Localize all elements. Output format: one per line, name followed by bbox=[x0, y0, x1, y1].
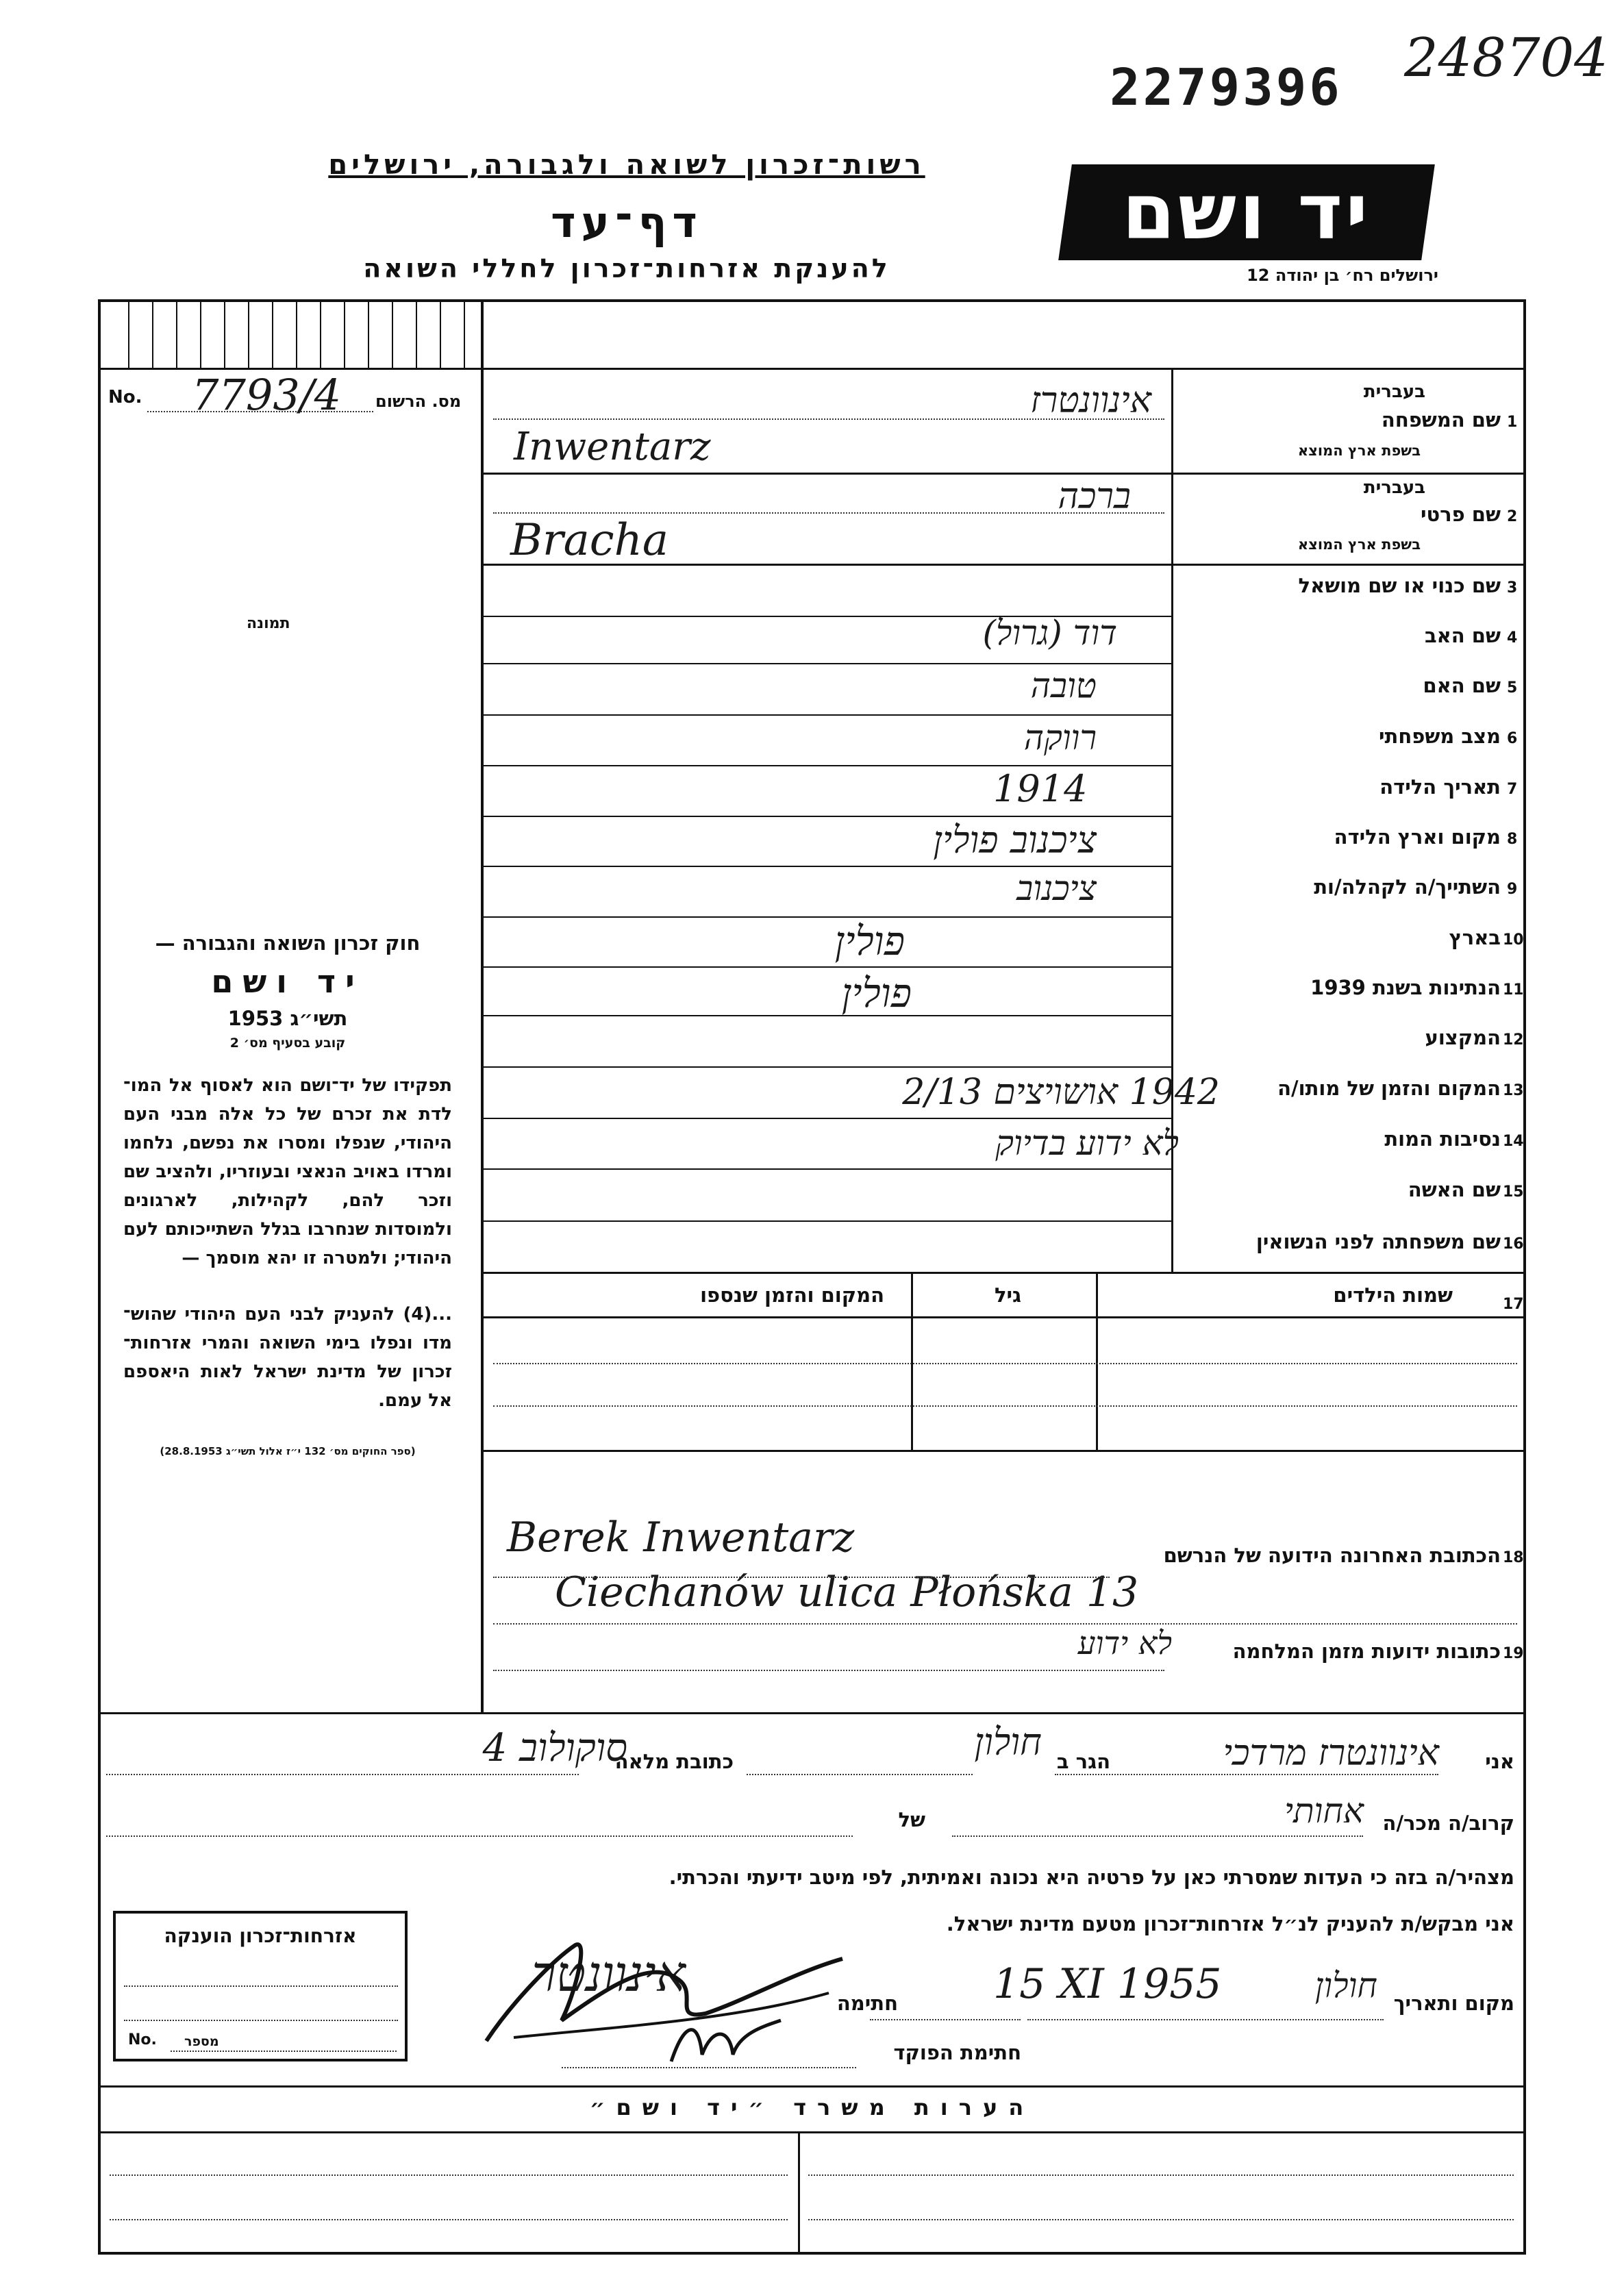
family-name-hebrew: אינוונטרז bbox=[1030, 380, 1151, 421]
field-number-19: 19 bbox=[1503, 1645, 1524, 1662]
field-label-4: שם האב bbox=[1424, 624, 1501, 647]
field-number-15: 15 bbox=[1503, 1183, 1524, 1201]
field-number-16: 16 bbox=[1503, 1236, 1524, 1253]
field-label-12: המקצוע bbox=[1425, 1026, 1501, 1049]
country-value: פולין bbox=[834, 918, 905, 964]
declarant-relation: אחותי bbox=[1284, 1791, 1364, 1831]
community-value: ציכנוב bbox=[1016, 868, 1097, 908]
yad-vashem-logo bbox=[1058, 164, 1435, 260]
law-paragraph-2: ...(4) להעניק לבני העם היהודי שהוש־ מדו ונפלו בימי השואה והמרי אזרחות־ זכרון של מדינת ישראל לאות היאספם אל עמם. bbox=[123, 1304, 452, 1411]
field-number-12: 12 bbox=[1503, 1031, 1524, 1049]
last-address-line-2: Ciechanów ulica Płońska 13 bbox=[555, 1568, 1139, 1616]
logo-address: ירושלים רח׳ בן יהודה 12 bbox=[1247, 266, 1438, 285]
field-number-10: 10 bbox=[1503, 931, 1524, 949]
field-number-3: 3 bbox=[1507, 579, 1518, 597]
citizenship-box-title: אזרחות־זכרון הוענקה bbox=[164, 1925, 357, 1947]
address-label: כתובת מלאה bbox=[614, 1750, 734, 1773]
field-label-3: שם כנוי או שם מושאל bbox=[1298, 574, 1501, 597]
registration-label: מס. הרשום bbox=[375, 392, 462, 411]
field-label-14: נסיבות המות bbox=[1384, 1127, 1501, 1151]
field-label-11: הנתינות בשנת 1939 bbox=[1310, 976, 1501, 999]
origin-lang-label-1: בשפת ארץ המוצא bbox=[1297, 442, 1421, 459]
archive-number-stamped: 2279396 bbox=[1110, 58, 1342, 117]
law-clause: קובע בסעיף מס׳ 2 bbox=[229, 1036, 346, 1051]
field-label-10: בארץ bbox=[1449, 926, 1501, 949]
law-paragraph-1: תפקידו של יד־ושם הוא לאסוף אל המו־ לדת את זכרם של כל אלה מבני העם היהודי, שנפלו ומסרו את נפשם, נלחמו ומרדו באויב הנאצי ובעוזריו, ולהציב שם וזכר להם, לקהילות, לארגונים ולמוסדות שנחרבו בגלל השתייכותם לעם היהודי; ולמטרה זו יהא מוסמך — bbox=[123, 1075, 452, 1268]
wartime-address-label: כתובות ידועות מזמן המלחמה bbox=[1232, 1640, 1501, 1663]
field-label-1: שם המשפחה bbox=[1381, 408, 1501, 431]
death-circumstances-value: לא ידוע בדיוק bbox=[995, 1123, 1179, 1163]
father-name-value: דוד (גרול) bbox=[982, 613, 1117, 653]
photo-label: תמונה bbox=[247, 615, 290, 632]
field-label-2: שם פרטי bbox=[1420, 503, 1501, 526]
official-signature-label: חתימת הפוקד bbox=[893, 2041, 1021, 2064]
citizenship-box bbox=[113, 1911, 408, 2061]
field-label-15: שם האשה bbox=[1408, 1178, 1501, 1201]
field-number-18: 18 bbox=[1503, 1549, 1524, 1566]
birth-date-value: 1914 bbox=[993, 767, 1088, 810]
field-label-13: המקום והזמן של מותו/ה bbox=[1277, 1077, 1501, 1100]
field-number-13: 13 bbox=[1503, 1082, 1524, 1099]
declaration-text: מצהיר/ה בזה כי העדות שמסרתי כאן על פרטיה היא נכונה ואמיתית, לפי מיטב ידיעתי והכרתי. bbox=[669, 1866, 1514, 1889]
declarant-name: אינוונטרז מרדכי bbox=[1223, 1733, 1439, 1774]
field-number-2: 2 bbox=[1507, 508, 1518, 525]
date-value: 15 XI 1955 bbox=[993, 1960, 1222, 2008]
declarant-ani-label: אני bbox=[1485, 1750, 1514, 1773]
first-name-origin: Bracha bbox=[510, 515, 669, 566]
relative-label: קרוב/ה מכר/ה bbox=[1382, 1812, 1514, 1835]
resides-label: הגר ב bbox=[1056, 1750, 1110, 1773]
field-number-4: 4 bbox=[1507, 629, 1518, 647]
registration-no-label: No. bbox=[108, 387, 142, 408]
field-label-5: שם האם bbox=[1423, 674, 1501, 697]
place-value: חולון bbox=[1314, 1966, 1377, 2005]
request-text: אני מבקש/ת להעניק לנ״ל אזרחות־זכרון מטעם מדינת ישראל. bbox=[946, 1912, 1514, 1935]
children-age-header: גיל bbox=[994, 1283, 1021, 1307]
law-citation: (ספר החוקים מס׳ 132 י״ז אלול תשי״ג 28.8.1953) bbox=[160, 1445, 416, 1457]
last-address-line-1: Berek Inwentarz bbox=[507, 1514, 855, 1562]
registration-number: 7793/4 bbox=[192, 370, 342, 420]
declarant-city: חולון bbox=[974, 1720, 1042, 1764]
declarant-address: סוקולוב 4 bbox=[482, 1726, 627, 1770]
hebrew-label-1: בעברית bbox=[1363, 381, 1425, 402]
office-notes-title: הערות משרד ״יד ושם״ bbox=[589, 2094, 1035, 2120]
field-label-9: השתייך/ה לקהלה/ות bbox=[1314, 875, 1501, 899]
form-title: דף־עד bbox=[551, 197, 703, 247]
field-number-5: 5 bbox=[1507, 679, 1518, 697]
field-label-6: מצב משפחתי bbox=[1378, 725, 1501, 748]
citizenship-box-no-label: No. bbox=[128, 2031, 157, 2048]
field-number-11: 11 bbox=[1503, 981, 1524, 999]
place-date-label: מקום ותאריך bbox=[1393, 1992, 1514, 2015]
field-number-8: 8 bbox=[1507, 831, 1518, 848]
citizenship-1939-value: פולין bbox=[841, 970, 912, 1016]
field-number-9: 9 bbox=[1507, 881, 1518, 898]
field-number-6: 6 bbox=[1507, 730, 1518, 747]
children-names-header: שמות הילדים bbox=[1333, 1283, 1453, 1307]
children-place-header: המקום והזמן שנספו bbox=[700, 1283, 884, 1307]
marital-status-value: רווקה bbox=[1023, 718, 1097, 757]
top-band-grid bbox=[101, 302, 481, 368]
citizenship-box-number-label: מספר bbox=[184, 2034, 219, 2049]
hebrew-label-2: בעברית bbox=[1363, 477, 1425, 498]
field-label-16: שם משפחתה לפני הנשואין bbox=[1256, 1230, 1501, 1253]
relation-of-label: של bbox=[898, 1808, 925, 1831]
form-subtitle: להענקת אזרחות־זכרון לחללי השואה bbox=[363, 253, 890, 284]
origin-lang-label-2: בשפת ארץ המוצא bbox=[1297, 536, 1421, 553]
signature-label: חתימה bbox=[836, 1992, 898, 2015]
mother-name-value: טובה bbox=[1030, 666, 1097, 705]
first-name-hebrew: ברכה bbox=[1058, 476, 1131, 517]
law-section bbox=[123, 931, 452, 1457]
archive-number-handwritten: 248704 bbox=[1404, 27, 1608, 89]
law-name: יד ושם bbox=[211, 963, 364, 1000]
field-number-17: 17 bbox=[1503, 1296, 1524, 1313]
last-address-label: הכתובת האחרונה הידועה של הנרשם bbox=[1163, 1544, 1501, 1567]
field-number-7: 7 bbox=[1507, 781, 1518, 798]
field-number-14: 14 bbox=[1503, 1133, 1524, 1150]
death-place-date-value: 1942 אושויצים 2/13 bbox=[902, 1072, 1220, 1113]
logo-text: יד ושם bbox=[1122, 168, 1371, 257]
official-signature bbox=[664, 2007, 788, 2075]
field-label-7: תאריך הלידה bbox=[1379, 775, 1501, 799]
field-label-8: מקום וארץ הלידה bbox=[1334, 825, 1501, 849]
wartime-address-value: לא ידוע bbox=[1077, 1625, 1172, 1662]
field-number-1: 1 bbox=[1507, 414, 1518, 431]
law-year: תשי״ג 1953 bbox=[227, 1007, 348, 1030]
law-heading: חוק זכרון השואה והגבורה — bbox=[155, 931, 421, 955]
birth-place-value: ציכנוב פולין bbox=[933, 818, 1097, 862]
authority-name: רשות־זכרון לשואה ולגבורה, ירושלים bbox=[328, 149, 925, 181]
declarant-signature: אינוונטר bbox=[532, 1945, 686, 2003]
family-name-origin: Inwentarz bbox=[514, 425, 711, 469]
